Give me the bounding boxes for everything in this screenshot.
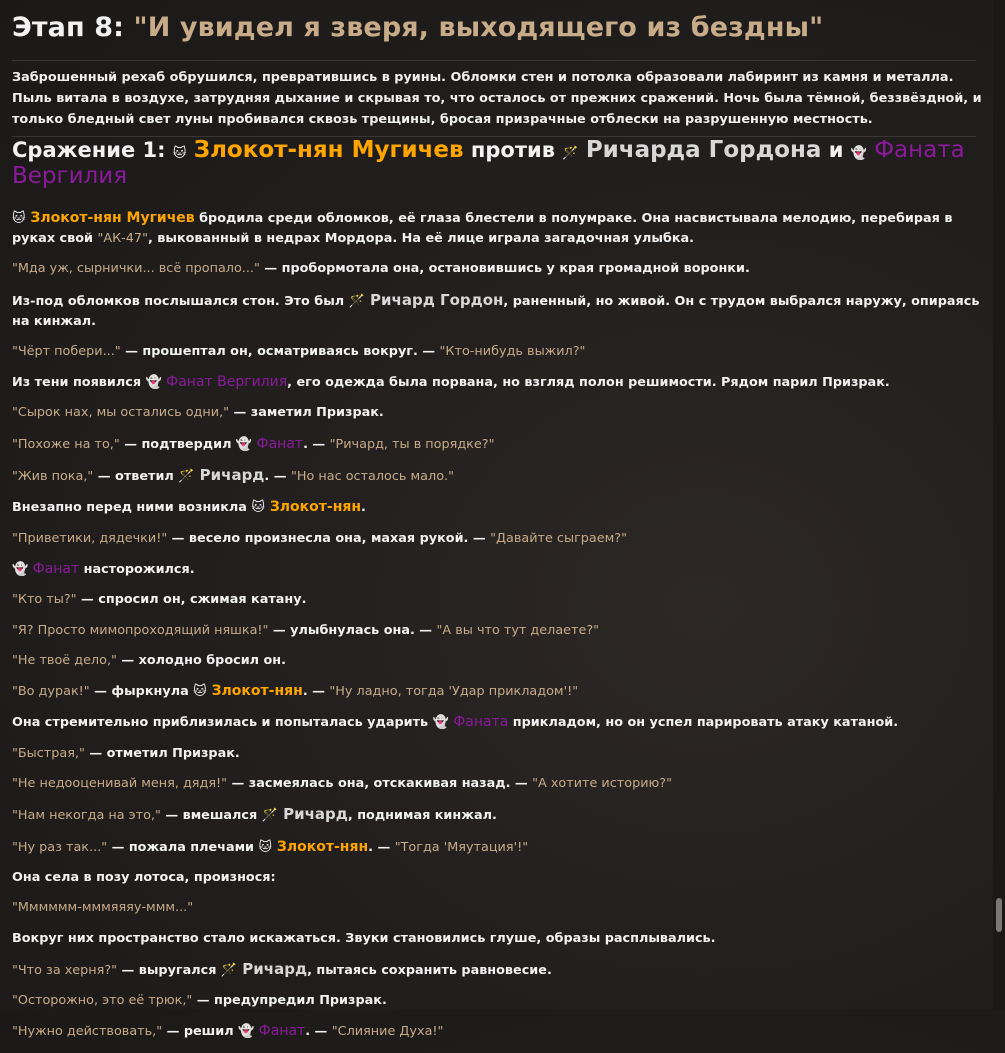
story-text: — прошептал он, осматриваясь вокруг. — (120, 343, 440, 359)
story-text: — ответил (93, 469, 179, 485)
dialogue-quote: "Кто-нибудь выжил?" (439, 343, 586, 359)
dialogue-quote: "А хотите историю?" (532, 776, 672, 792)
story-line (12, 837, 982, 858)
dialogue-quote: "Мда уж, сырнички... всё пропало..." (12, 261, 260, 277)
story-line (12, 372, 982, 393)
character-richard-name: Ричард Гордон (364, 290, 504, 309)
magic-wand-icon: 🪄 (562, 146, 579, 161)
dialogue-quote: "Что за херня?" (12, 962, 118, 978)
story-content (12, 0, 982, 1053)
magic-wand-icon: 🪄 (261, 808, 278, 824)
story-text: — засмеялась она, отскакивая назад. — (227, 776, 533, 792)
story-line (12, 1021, 982, 1042)
dialogue-quote: "АК-47" (97, 231, 148, 246)
fighter-cat-name: Злокот-нян Мугичев (193, 137, 464, 163)
dialogue-quote: "Нужно действовать," (12, 1024, 163, 1040)
dialogue-quote: "Мммммм-мммяяяу-ммм..." (12, 900, 194, 916)
cat-face-icon: 🐱 (258, 839, 273, 855)
dialogue-quote: "Тогда 'Мяутация'!" (394, 839, 529, 855)
story-line (12, 959, 982, 981)
dialogue-quote: "Ричард, ты в порядке?" (329, 436, 495, 452)
story-text: — улыбнулась она. — (268, 622, 437, 638)
story-line (12, 465, 982, 487)
story-text: , раненный, но живой. Он с трудом выбрался наружу, опираясь на кинжал. (12, 293, 980, 329)
story-text: . — (264, 469, 291, 485)
story-line (12, 342, 982, 362)
dialogue-quote: "Не твоё дело," (12, 652, 117, 668)
story-line (12, 434, 982, 455)
dialogue-quote: "Во дурак!" (12, 684, 90, 700)
character-cat-name: Злокот-нян (206, 683, 303, 700)
dialogue-quote: "Ну ладно, тогда 'Удар прикладом'!" (329, 684, 579, 700)
story-line (12, 559, 982, 580)
intro-paragraph: Заброшенный рехаб обрушился, превратившись в руины. Обломки стен и потолка образовали лабиринт из камня и металла. Пыль витала в воздухе, затрудняя дыхание и скрывая то, что осталось от прежних сражений. Ночь была тёмной, беззвёздной, и только бледный свет луны пробивался сквозь трещины, бросая призрачные отблески на разрушенную местность. (12, 70, 982, 127)
story-text: насторожился. (79, 561, 195, 577)
dialogue-quote: "Давайте сыграем?" (490, 530, 627, 546)
story-text: — спросил он, сжимая катану. (76, 592, 307, 608)
story-line (12, 991, 982, 1011)
dialogue-quote: "А вы что тут делаете?" (436, 622, 600, 638)
story-text: — пробормотала она, остановившись у края громадной воронки. (259, 261, 750, 277)
magic-wand-icon: 🪄 (348, 293, 365, 309)
character-fan-name: Фанат (252, 435, 304, 452)
story-line (12, 929, 982, 949)
ghost-icon: 👻 (850, 146, 867, 161)
ghost-icon: 👻 (12, 561, 29, 577)
story-text: Внезапно перед ними возникла (12, 500, 252, 516)
character-cat-name: Злокот-нян (264, 499, 362, 516)
dialogue-quote: "Жив пока," (12, 469, 94, 485)
story-text: — холодно бросил он. (116, 652, 287, 668)
story-line (12, 259, 982, 279)
story-text: . — (302, 684, 330, 700)
story-line (12, 712, 982, 733)
story-line (12, 529, 982, 549)
character-fan-name: Фанат (28, 560, 80, 577)
dialogue-quote: "Но нас осталось мало." (291, 469, 454, 485)
story-text: Из-под обломков послышался стон. Это был (12, 293, 349, 309)
character-fan-name: Фаната (448, 714, 509, 731)
story-text: — заметил Призрак. (229, 405, 384, 421)
story-line (12, 744, 982, 764)
story-text: , выкованный в недрах Мордора. На её лице играла загадочная улыбка. (147, 231, 695, 246)
story-line (12, 497, 982, 518)
stage-heading (12, 10, 982, 46)
dialogue-quote: "Слияние Духа!" (331, 1024, 444, 1040)
story-text: — отметил Призрак. (84, 745, 240, 761)
story-text: — пожала плечами (107, 839, 259, 855)
cat-face-icon: 🐱 (12, 211, 26, 226)
ghost-icon: 👻 (145, 375, 162, 391)
divider (12, 60, 976, 61)
character-cat-name: Злокот-нян (272, 838, 369, 855)
story-line (12, 804, 982, 826)
dialogue-quote: "Сырок нах, мы остались одни," (12, 405, 230, 421)
fighter-fan-name: Фаната Вергилия (12, 137, 965, 189)
magic-wand-icon: 🪄 (220, 962, 238, 978)
dialogue-quote: "Приветики, дядечки!" (12, 530, 168, 546)
story-line (12, 651, 982, 671)
story-text: Вокруг них пространство стало искажаться. Звуки становились глуше, образы расплывались. (12, 930, 716, 946)
and-label: и (828, 138, 844, 162)
story-text: Она села в позу лотоса, произнося: (12, 869, 276, 885)
scrollbar-track[interactable] (993, 0, 1005, 1009)
story-line (12, 403, 982, 423)
ghost-icon: 👻 (238, 1024, 255, 1040)
character-richard-name: Ричард (277, 805, 348, 824)
ghost-icon: 👻 (432, 715, 449, 731)
dialogue-quote: "Я? Просто мимопроходящий няшка!" (12, 622, 269, 638)
stage-label: Этап 8: (12, 12, 125, 43)
story-line (12, 898, 982, 918)
dialogue-quote: "Нам некогда на это," (12, 808, 161, 824)
story-line (12, 681, 982, 702)
story-text: . (361, 500, 366, 516)
ghost-icon: 👻 (235, 436, 253, 452)
story-line (12, 208, 982, 249)
story-text: — выругался (117, 962, 221, 978)
story-line (12, 774, 982, 794)
dialogue-quote: "Осторожно, это её трюк," (12, 993, 193, 1009)
story-line (12, 621, 982, 641)
cat-face-icon: 🐱 (193, 684, 207, 700)
dialogue-quote: "Чёрт побери..." (12, 343, 121, 359)
story-text: . — (368, 839, 395, 855)
dialogue-quote: "Кто ты?" (12, 592, 77, 608)
story-line (12, 590, 982, 610)
story-text: . — (305, 1024, 332, 1040)
character-richard-name: Ричард (237, 959, 308, 978)
stage-quote: "И увидел я зверя, выходящего из бездны" (133, 12, 824, 43)
story-text: бродила среди обломков, её глаза блестели в полумраке. Она насвистывала мелодию, перебирая в руках свой (12, 211, 953, 246)
story-text: . — (303, 436, 330, 452)
story-text: Из тени появился (12, 375, 146, 391)
story-text: — весело произнесла она, махая рукой. — (167, 530, 491, 546)
story-text: — предупредил Призрак. (192, 993, 387, 1009)
divider (12, 136, 976, 137)
story-text: — вмешался (160, 808, 262, 824)
scrollbar-thumb[interactable] (996, 898, 1002, 932)
story-text: — фыркнула (89, 684, 194, 700)
dialogue-quote: "Ну раз так..." (12, 839, 108, 855)
dialogue-quote: "Не недооценивай меня, дядя!" (12, 776, 228, 792)
character-fan-name: Фанат (254, 1023, 306, 1040)
cat-face-icon: 🐱 (251, 500, 265, 516)
story-text: Она стремительно приблизилась и попыталась ударить (12, 715, 433, 731)
story-text: , пытаясь сохранить равновесие. (307, 962, 552, 978)
story-text: — подтвердил (119, 436, 236, 452)
dialogue-quote: "Быстрая," (12, 745, 85, 761)
cat-face-icon: 🐱 (172, 146, 187, 161)
versus-label: против (470, 138, 555, 162)
story-text: , поднимая кинжал. (347, 808, 497, 824)
fighter-richard-name: Ричарда Гордона (585, 137, 822, 163)
story-text: — решил (162, 1024, 239, 1040)
story-line (12, 290, 982, 332)
story-text: прикладом, но он успел парировать атаку катаной. (508, 715, 899, 731)
story-line (12, 868, 982, 888)
character-cat-name: Злокот-нян Мугичев (25, 210, 195, 226)
magic-wand-icon: 🪄 (178, 469, 195, 485)
battle-title: Сражение 1: (12, 138, 166, 162)
battle-heading (12, 139, 982, 188)
character-richard-name: Ричард (194, 466, 265, 485)
story-text: , его одежда была порвана, но взгляд полон решимости. Рядом парил Призрак. (287, 375, 890, 391)
dialogue-quote: "Похоже на то," (12, 436, 120, 452)
character-fan-name: Фанат Вергилия (161, 374, 288, 391)
story-lines (12, 208, 982, 1042)
